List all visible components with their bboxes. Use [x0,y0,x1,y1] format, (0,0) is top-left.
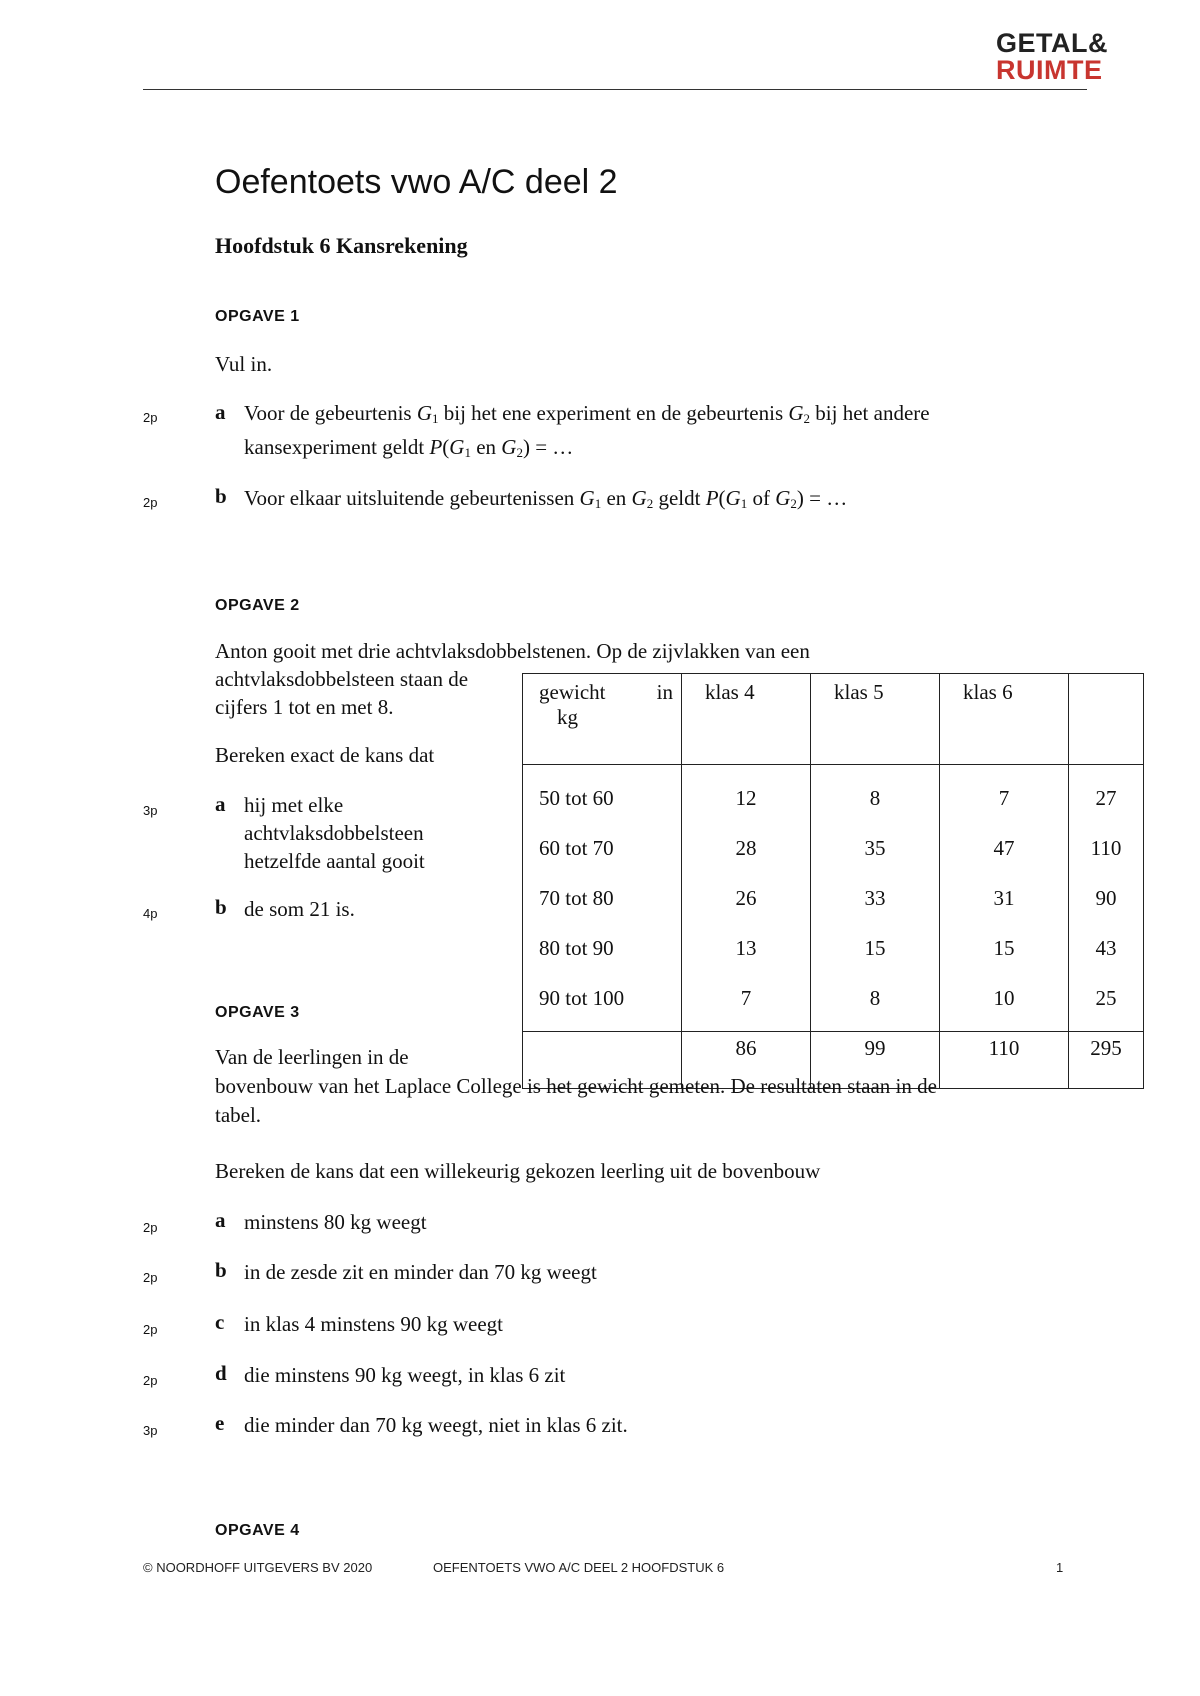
question-3a: minstens 80 kg weegt [244,1210,427,1234]
total-cell: 86 [682,1032,811,1089]
opgave-2-heading: OPGAVE 2 [215,597,300,614]
opgave-2-line-1: Anton gooit met drie achtvlaksdobbelstenen. Op de zijvlakken van een [215,639,810,663]
opgave-2-line-3: cijfers 1 tot en met 8. [215,695,394,719]
points-2a: 3p [143,803,158,818]
question-letter-2a: a [215,792,226,816]
weight-table [522,673,1144,1089]
publisher-logo [996,30,1108,84]
table-cell: 15 [940,923,1069,973]
opgave-3-intro [215,1043,937,1130]
table-cell: 25 [1069,973,1144,1032]
question-letter-3e: e [215,1411,225,1435]
table-cell: 33 [811,873,940,923]
question-1a-line-2: kansexperiment geldt $P(G_1$ en $G_2$) = … [244,435,574,460]
table-row [523,823,1144,873]
table-row [523,923,1144,973]
chapter-subtitle: Hoofdstuk 6 Kansrekening [215,233,468,258]
points-3b: 2p [143,1270,158,1285]
row-label: 80 tot 90 [523,923,682,973]
table-cell: 110 [1069,823,1144,873]
opgave-2-instruction: Bereken exact de kans dat [215,743,435,767]
table-cell: 47 [940,823,1069,873]
question-letter-3b: b [215,1258,227,1282]
page-title: Oefentoets vwo A/C deel 2 [215,163,618,201]
question-3d: die minstens 90 kg weegt, in klas 6 zit [244,1363,566,1387]
opgave-1-heading: OPGAVE 1 [215,308,300,325]
table-cell: 8 [811,973,940,1032]
row-label: 90 tot 100 [523,973,682,1032]
question-2b: de som 21 is. [244,897,355,921]
question-2a-line-1: hij met elke [244,793,344,817]
table-header-row [523,674,1144,765]
points-3a: 2p [143,1220,158,1235]
table-row [523,873,1144,923]
total-cell: 295 [1069,1032,1144,1089]
header-cell-klas-5: klas 5 [811,674,940,765]
opgave-3-heading: OPGAVE 3 [215,1004,300,1021]
points-1a: 2p [143,410,158,425]
question-2a-line-3: hetzelfde aantal gooit [244,849,425,873]
question-3b: in de zesde zit en minder dan 70 kg weegt [244,1260,597,1284]
question-1b: Voor elkaar uitsluitende gebeurtenissen $G_1$ en $G_2$ geldt $P(G_1$ of $G_2$) = … [244,486,848,511]
total-cell: 110 [940,1032,1069,1089]
opgave-4-heading: OPGAVE 4 [215,1522,300,1539]
table-cell: 13 [682,923,811,973]
logo-line-1: GETAL& [996,28,1108,58]
table-cell: 27 [1069,765,1144,824]
question-letter-3a: a [215,1208,226,1232]
points-3c: 2p [143,1322,158,1337]
table-row [523,973,1144,1032]
question-letter-3d: d [215,1361,227,1385]
table-cell: 8 [811,765,940,824]
opgave-3-line-2: bovenbouw van het Laplace College is het gewicht gemeten. De resultaten staan in de [215,1074,937,1098]
footer-page-number: 1 [1056,1560,1064,1575]
opgave-3-instruction: Bereken de kans dat een willekeurig gekozen leerling uit de bovenbouw [215,1159,821,1183]
points-1b: 2p [143,495,158,510]
points-3d: 2p [143,1373,158,1388]
row-label: 70 tot 80 [523,873,682,923]
question-2a [244,791,425,875]
footer-copyright: © NOORDHOFF UITGEVERS BV 2020 [143,1560,373,1575]
table-cell: 26 [682,873,811,923]
header-cell-klas-4: klas 4 [682,674,811,765]
header-rule [143,89,1087,90]
table-cell: 90 [1069,873,1144,923]
question-letter-2b: b [215,895,227,919]
opgave-1-intro: Vul in. [215,352,273,376]
question-2a-line-2: achtvlaksdobbelsteen [244,821,424,845]
table-cell: 7 [682,973,811,1032]
question-3c: in klas 4 minstens 90 kg weegt [244,1312,503,1336]
header-cell-gewicht: gewicht in kg [523,674,682,765]
table-cell: 15 [811,923,940,973]
points-3e: 3p [143,1423,158,1438]
row-label: 50 tot 60 [523,765,682,824]
question-letter-3c: c [215,1310,225,1334]
table-cell: 12 [682,765,811,824]
table-cell: 28 [682,823,811,873]
question-3e: die minder dan 70 kg weegt, niet in klas 6 zit. [244,1413,628,1437]
table-cell: 43 [1069,923,1144,973]
opgave-2-line-2: achtvlaksdobbelsteen staan de [215,667,469,691]
logo-line-2: RUIMTE [996,55,1103,85]
table-row [523,765,1144,824]
question-1a-line-1: Voor de gebeurtenis $G_1$ bij het ene experiment en de gebeurtenis $G_2$ bij het andere [244,401,930,426]
table-cell: 31 [940,873,1069,923]
header-cell-klas-6: klas 6 [940,674,1069,765]
total-cell: 99 [811,1032,940,1089]
opgave-3-line-3: tabel. [215,1103,262,1127]
question-letter-1a: a [215,400,226,424]
table-cell: 10 [940,973,1069,1032]
row-label: 60 tot 70 [523,823,682,873]
table-cell: 7 [940,765,1069,824]
table-cell: 35 [811,823,940,873]
opgave-3-line-1: Van de leerlingen in de [215,1045,409,1069]
footer-document-title: OEFENTOETS VWO A/C DEEL 2 HOOFDSTUK 6 [433,1560,725,1575]
header-cell-total [1069,674,1144,765]
question-1a [244,399,930,467]
points-2b: 4p [143,906,158,921]
question-letter-1b: b [215,484,227,508]
